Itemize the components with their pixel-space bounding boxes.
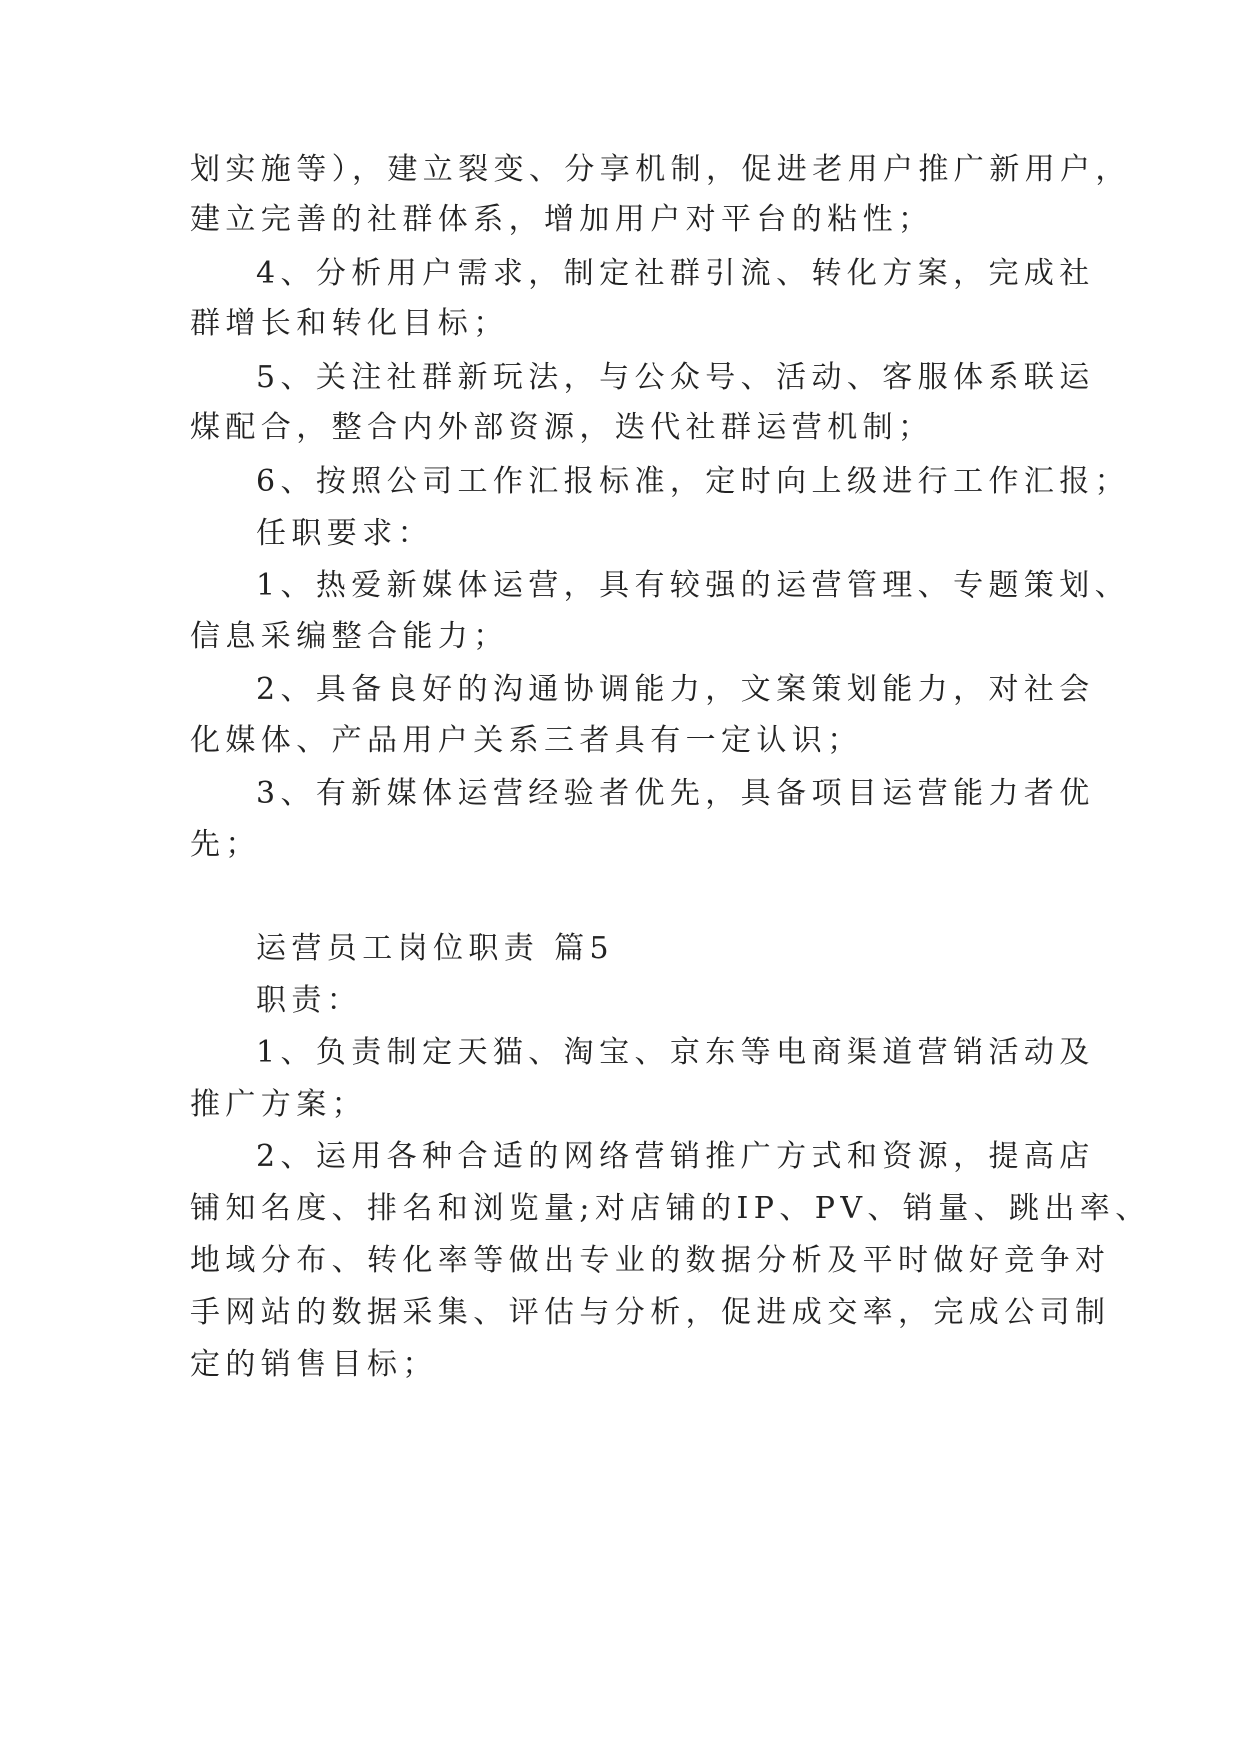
list-item-6: 6、按照公司工作汇报标准，定时向上级进行工作汇报； — [256, 464, 1131, 499]
paragraph-line: 手网站的数据采集、评估与分析，促进成交率，完成公司制 — [190, 1295, 1111, 1330]
paragraph-line: 定的销售目标； — [190, 1347, 438, 1382]
paragraph-line: 先； — [190, 827, 261, 862]
paragraph-line: 信息采编整合能力； — [190, 619, 509, 654]
section-heading-requirements: 任职要求： — [256, 516, 433, 551]
duty-item-1: 1、负责制定天猫、淘宝、京东等电商渠道营销活动及 — [256, 1035, 1095, 1070]
section-title: 运营员工岗位职责 篇5 — [256, 931, 615, 966]
duty-item-2: 2、运用各种合适的网络营销推广方式和资源，提高店 — [256, 1139, 1095, 1174]
requirement-item-2: 2、具备良好的沟通协调能力，文案策划能力，对社会 — [256, 672, 1095, 707]
section-heading-duties: 职责： — [256, 983, 363, 1018]
paragraph-line: 群增长和转化目标； — [190, 306, 509, 341]
list-item-4: 4、分析用户需求，制定社群引流、转化方案，完成社 — [256, 256, 1095, 291]
paragraph-line: 推广方案； — [190, 1087, 367, 1122]
paragraph-line: 煤配合，整合内外部资源，迭代社群运营机制； — [190, 410, 934, 445]
paragraph-line: 化媒体、产品用户关系三者具有一定认识； — [190, 723, 863, 758]
paragraph-line: 地域分布、转化率等做出专业的数据分析及平时做好竞争对 — [190, 1243, 1111, 1278]
requirement-item-3: 3、有新媒体运营经验者优先，具备项目运营能力者优 — [256, 776, 1095, 811]
paragraph-line: 铺知名度、排名和浏览量;对店铺的IP、PV、销量、跳出率、 — [190, 1191, 1151, 1226]
requirement-item-1: 1、热爱新媒体运营，具有较强的运营管理、专题策划、 — [256, 568, 1131, 603]
paragraph-line: 划实施等），建立裂变、分享机制，促进老用户推广新用户， — [190, 152, 1131, 187]
paragraph-line: 建立完善的社群体系，增加用户对平台的粘性； — [190, 202, 934, 237]
list-item-5: 5、关注社群新玩法，与公众号、活动、客服体系联运 — [256, 360, 1095, 395]
